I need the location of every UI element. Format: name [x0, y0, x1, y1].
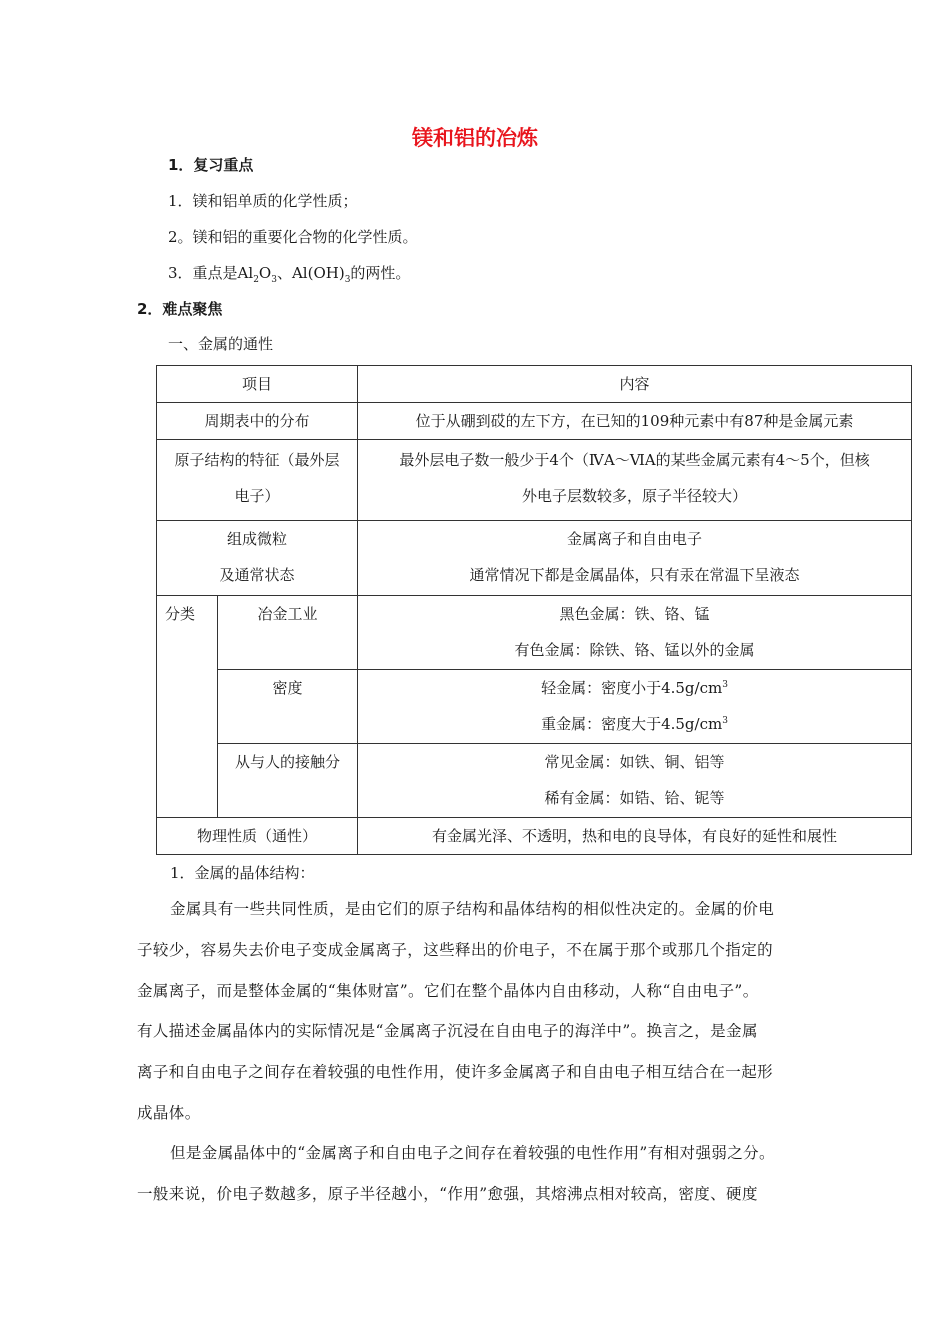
row-content-physical: 有金属光泽、不透明，热和电的良导体，有良好的延性和展性 [358, 818, 912, 855]
class-name-contact: 从与人的接触分 [218, 744, 358, 818]
table-header-item: 项目 [157, 366, 358, 403]
table-row [157, 440, 912, 521]
table-header-row [157, 366, 912, 403]
row-label-structure: 原子结构的特征（最外层 电子） [157, 440, 358, 521]
class-name-metallurgy: 冶金工业 [218, 596, 358, 670]
section-heading-difficulty: 2．难点聚焦 [137, 300, 223, 318]
crystal-heading: 1．金属的晶体结构： [170, 864, 315, 882]
class-name-density: 密度 [218, 670, 358, 744]
paragraph-line: 但是金属晶体中的“金属离子和自由电子之间存在着较强的电性作用”有相对强弱之分。 [170, 1144, 775, 1162]
table-row [157, 521, 912, 596]
row-label-physical: 物理性质（通性） [157, 818, 358, 855]
table-row [157, 403, 912, 440]
metal-properties-table [156, 365, 912, 855]
paragraph-line: 子较少，容易失去价电子变成金属离子，这些释出的价电子，不在属于那个或那几个指定的 [137, 941, 774, 959]
row-content-particles: 金属离子和自由电子 通常情况下都是金属晶体，只有汞在常温下呈液态 [358, 521, 912, 596]
paragraph-line: 一般来说，价电子数越多，原子半径越小，“作用”愈强，其熔沸点相对较高，密度、硬度 [137, 1185, 758, 1203]
table-row [157, 670, 912, 744]
paragraph-line: 成晶体。 [137, 1104, 201, 1122]
class-content-metallurgy: 黑色金属：铁、铬、锰 有色金属：除铁、铬、锰以外的金属 [358, 596, 912, 670]
subheading-metal-properties: 一、金属的通性 [168, 335, 274, 353]
table-row [157, 818, 912, 855]
row-content-distribution: 位于从硼到砹的左下方，在已知的109种元素中有87种是金属元素 [358, 403, 912, 440]
class-content-density: 轻金属：密度小于$4.5g/cm^3$ 重金属：密度大于$4.5g/cm^3$ [358, 670, 912, 744]
table-row [157, 744, 912, 818]
page-title: 镁和铝的冶炼 [412, 126, 538, 150]
row-label-particles: 组成微粒 及通常状态 [157, 521, 358, 596]
row-label-distribution: 周期表中的分布 [157, 403, 358, 440]
review-item-2: 2。镁和铝的重要化合物的化学性质。 [168, 228, 418, 246]
paragraph-line: 离子和自由电子之间存在着较强的电性作用，使许多金属离子和自由电子相互结合在一起形 [137, 1063, 774, 1081]
table-row [157, 596, 912, 670]
review-item-1: 1．镁和铝单质的化学性质； [168, 192, 358, 210]
row-label-classification: 分类 [157, 596, 218, 818]
class-content-contact: 常见金属：如铁、铜、铝等 稀有金属：如锆、铪、铌等 [358, 744, 912, 818]
table-header-content: 内容 [358, 366, 912, 403]
review-item-3: 3．重点是$Al_2O_3$、$Al(OH)_3$的两性。 [168, 264, 411, 285]
paragraph-line: 金属离子，而是整体金属的“集体财富”。它们在整个晶体内自由移动，人称“自由电子”。 [137, 982, 759, 1000]
paragraph-line: 有人描述金属晶体内的实际情况是“金属离子沉浸在自由电子的海洋中”。换言之，是金属 [137, 1022, 758, 1040]
section-heading-review: 1．复习重点 [168, 156, 254, 174]
row-content-structure: 最外层电子数一般少于4个（ⅣA～ⅥA的某些金属元素有4～5个，但核 外电子层数较多，原子半径较大） [358, 440, 912, 521]
paragraph-line: 金属具有一些共同性质，是由它们的原子结构和晶体结构的相似性决定的。金属的价电 [170, 900, 775, 918]
